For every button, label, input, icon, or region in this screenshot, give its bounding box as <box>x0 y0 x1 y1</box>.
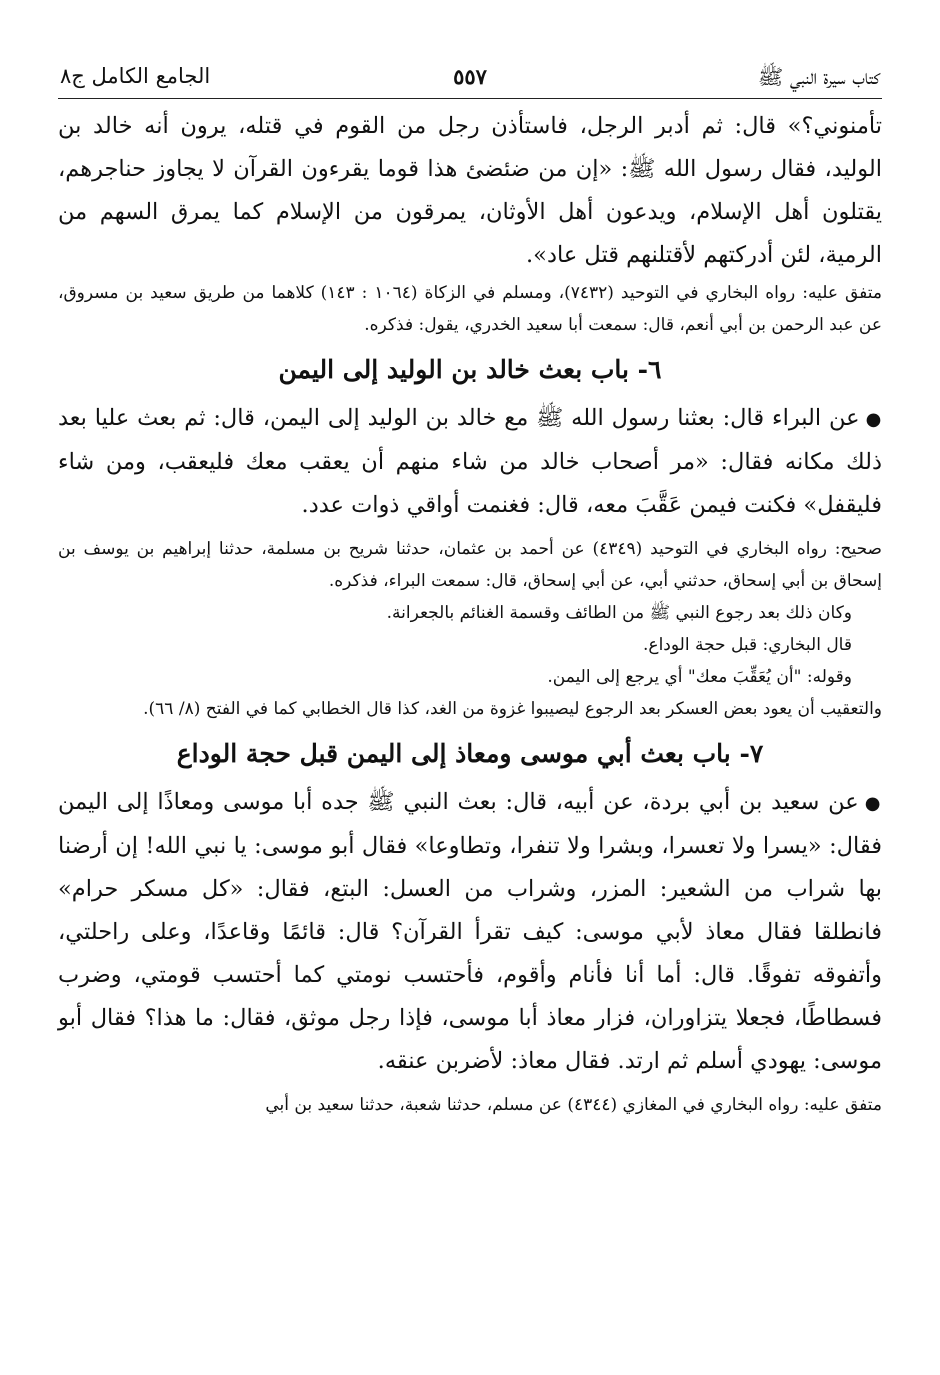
page-content <box>58 105 882 1121</box>
hadith-body-7 <box>58 781 882 1083</box>
section-heading-7: ٧- باب بعث أبي موسى ومعاذ إلى اليمن قبل حجة الوداع <box>176 739 764 768</box>
page-number: ٥٥٧ <box>453 64 487 89</box>
takhrij-note-6d: وقوله: "أن يُعَقِّبَ معك" أي يرجع إلى اليمن. <box>547 667 852 687</box>
hadith-body-6 <box>58 397 882 527</box>
takhrij-note-6b: وكان ذلك بعد رجوع النبي ﷺ من الطائف وقسمة الغنائم بالجعرانة. <box>386 603 852 623</box>
takhrij-note-6e: والتعقيب أن يعود بعض العسكر بعد الرجوع ليصيبوا غزوة من الغد، كذا قال الخطابي كما في الفتح (٨/ ٦٦). <box>143 699 882 719</box>
section-heading-6: ٦- باب بعث خالد بن الوليد إلى اليمن <box>278 355 662 384</box>
book-title: كتاب سيرة النبي ﷺ <box>757 65 880 89</box>
takhrij-note: متفق عليه: رواه البخاري في التوحيد (٧٤٣٢)، ومسلم في الزكاة (١٠٦٤ : ١٤٣) كلاهما من طريق سعيد بن مسروق، عن عبد الرحمن بن أبي أنعم، قال: سمعت أبا سعيد الخدري، يقول: فذكره. <box>58 283 882 335</box>
takhrij-note-7: متفق عليه: رواه البخاري في المغازي (٤٣٤٤) عن مسلم، حدثنا شعبة، حدثنا سعيد بن أبي <box>265 1095 882 1115</box>
hadith-text-6: عن البراء قال: بعثنا رسول الله ﷺ مع خالد بن الوليد إلى اليمن، قال: ثم بعث عليا بعد ذلك مكانه فقال: «مر أصحاب خالد من شاء منهم أن يعقب معك فليعقب، ومن شاء فليقفل» فكنت فيمن عَقَّبَ معه، قال: فغنمت أواقي ذوات عدد. <box>58 405 882 518</box>
bullet-icon: ● <box>865 409 882 430</box>
hadith-continuation: تأمنوني؟» قال: ثم أدبر الرجل، فاستأذن رجل من القوم في قتله، يرون أنه خالد بن الوليد، فقال رسول الله ﷺ: «إن من ضئضئ هذا قوما يقرءون القرآن لا يجاوز حناجرهم، يقتلون أهل الإسلام، ويدعون أهل الأوثان، يمرقون من الإسلام كما يمرق السهم من الرمية، لئن أدركتهم لأقتلنهم قتل عاد». <box>58 113 882 268</box>
volume-label: الجامع الكامل ج٨ <box>60 64 211 88</box>
running-header <box>58 58 882 99</box>
takhrij-note-6c: قال البخاري: قبل حجة الوداع. <box>643 635 852 655</box>
bullet-icon: ● <box>864 793 882 814</box>
hadith-text-7: عن سعيد بن أبي بردة، عن أبيه، قال: بعث النبي ﷺ جده أبا موسى ومعاذًا إلى اليمن فقال: «يسرا ولا تعسرا، وبشرا ولا تنفرا، وتطاوعا» فقال أبو موسى: يا نبي الله! إن أرضنا بها شراب من الشعير: المزر، وشراب من العسل: البتع، فقال: «كل مسكر حرام» فانطلقا فقال معاذ لأبي موسى: كيف تقرأ القرآن؟ قال: قائمًا وقاعدًا، وعلى راحلتي، وأتفوقه تفوقًا. قال: أما أنا فأنام وأقوم، فأحتسب نومتي كما أحتسب قومتي، وضرب فسطاطًا، فجعلا يتزاوران، فزار معاذ أبا موسى، فإذا رجل موثق، فقال: ما هذا؟ فقال أبو موسى: يهودي أسلم ثم ارتد. فقال معاذ: لأضربن عنقه. <box>58 789 882 1074</box>
takhrij-note-6a: صحيح: رواه البخاري في التوحيد (٤٣٤٩) عن أحمد بن عثمان، حدثنا شريح بن مسلمة، حدثنا إبراهيم بن يوسف بن إسحاق بن أبي إسحاق، حدثني أبي، عن أبي إسحاق، قال: سمعت البراء، فذكره. <box>58 539 882 591</box>
